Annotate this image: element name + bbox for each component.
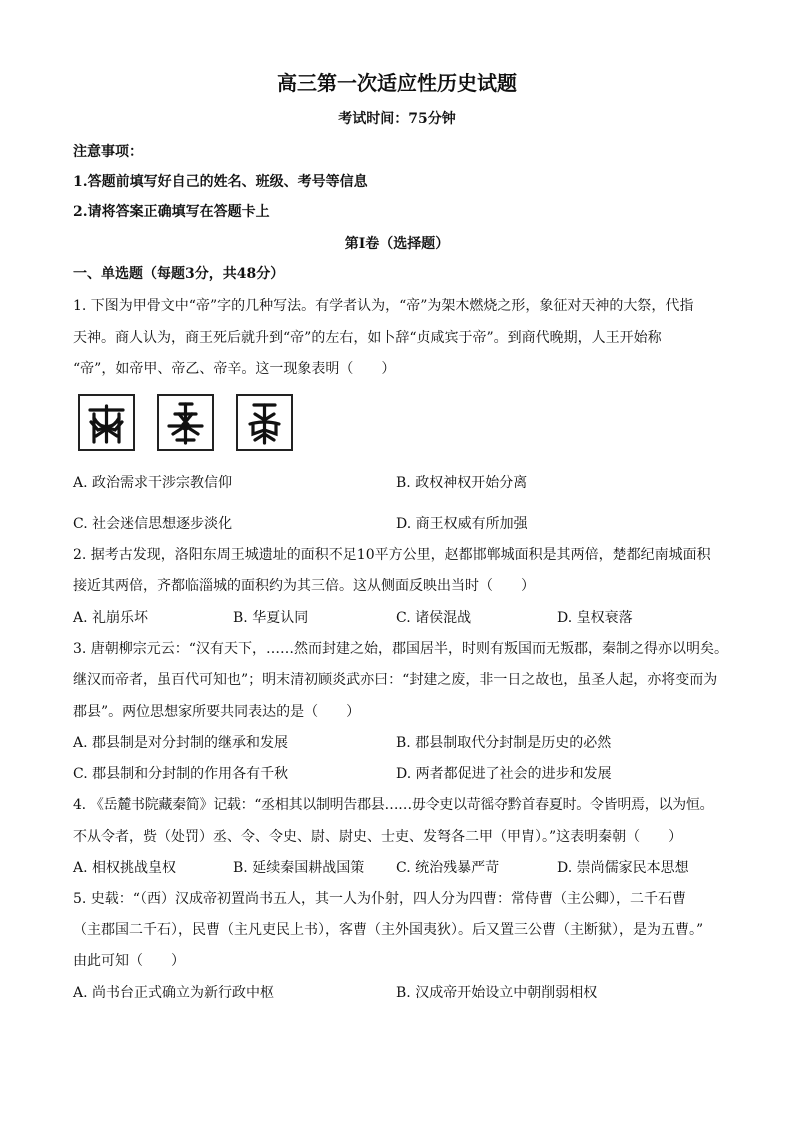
q1-option-c[interactable]: C. 社会迷信思想逐步淡化 bbox=[73, 516, 233, 532]
q2-option-b[interactable]: B. 华夏认同 bbox=[233, 610, 309, 626]
q1-line-2: 天神。商人认为，商王死后就升到“帝”的左右，如卜辞“贞咸宾于帝”。到商代晚期，人王开始称 bbox=[73, 330, 662, 346]
q5-option-b[interactable]: B. 汉成帝开始设立中朝削弱相权 bbox=[396, 985, 598, 1001]
q2-option-a[interactable]: A. 礼崩乐坏 bbox=[73, 610, 149, 626]
q4-line-1: 4. 《岳麓书院藏秦简》记载：“丞相其以制明告郡县……毋令吏以苛徭夺黔首春夏时。令皆明焉，以为恒。 bbox=[73, 797, 714, 813]
q1-option-a[interactable]: A. 政治需求干涉宗教信仰 bbox=[73, 475, 233, 491]
q4-option-b[interactable]: B. 延续秦国耕战国策 bbox=[233, 860, 365, 876]
exam-time: 考试时间：75分钟 bbox=[338, 111, 456, 127]
q3-option-a[interactable]: A. 郡县制是对分封制的继承和发展 bbox=[73, 735, 289, 751]
q4-line-2: 不从令者，赀（处罚）丞、令、令史、尉、尉史、士吏、发弩各二甲（甲胄）。”这表明秦朝（ ） bbox=[73, 829, 683, 845]
q1-option-d[interactable]: D. 商王权威有所加强 bbox=[396, 516, 528, 532]
oracle-di-glyph-1 bbox=[78, 394, 135, 451]
q2-option-d[interactable]: D. 皇权衰落 bbox=[557, 610, 633, 626]
q2-line-1: 2. 据考古发现，洛阳东周王城遗址的面积不足10平方公里，赵都邯郸城面积是其两倍，楚都纪南城面积 bbox=[73, 547, 711, 563]
q4-option-c[interactable]: C. 统治残暴严苛 bbox=[396, 860, 500, 876]
oracle-di-glyph-2 bbox=[157, 394, 214, 451]
q4-option-a[interactable]: A. 相权挑战皇权 bbox=[73, 860, 177, 876]
q2-option-c[interactable]: C. 诸侯混战 bbox=[396, 610, 472, 626]
q3-option-c[interactable]: C. 郡县制和分封制的作用各有千秋 bbox=[73, 766, 289, 782]
q4-option-d[interactable]: D. 崇尚儒家民本思想 bbox=[557, 860, 689, 876]
q3-line-3: 郡县”。两位思想家所要共同表达的是（ ） bbox=[73, 704, 361, 720]
part-heading: 一、单选题（每题3分，共48分） bbox=[73, 266, 285, 282]
q5-line-1: 5. 史载：“（西）汉成帝初置尚书五人，其一人为仆射，四人分为四曹：常侍曹（主公卿），二千石曹 bbox=[73, 891, 686, 907]
oracle-di-glyph-3 bbox=[236, 394, 293, 451]
q2-line-2: 接近其两倍，齐都临淄城的面积约为其三倍。这从侧面反映出当时（ ） bbox=[73, 578, 535, 594]
q3-option-d[interactable]: D. 两者都促进了社会的进步和发展 bbox=[396, 766, 612, 782]
q1-line-1: 1. 下图为甲骨文中“帝”字的几种写法。有学者认为，“帝”为架木燃烧之形，象征对天神的大祭，代指 bbox=[73, 298, 694, 314]
q5-line-2: （主郡国二千石），民曹（主凡吏民上书），客曹（主外国夷狄）。后又置三公曹（主断狱），是为五曹。” bbox=[73, 922, 704, 938]
notice-item-1: 1.答题前填写好自己的姓名、班级、考号等信息 bbox=[73, 174, 368, 190]
volume-heading: 第Ⅰ卷（选择题） bbox=[344, 236, 450, 252]
q3-line-1: 3. 唐朝柳宗元云：“汉有天下，……然而封建之始，郡国居半，时则有叛国而无叛郡，秦制之得亦以明矣。 bbox=[73, 641, 728, 657]
notice-item-2: 2.请将答案正确填写在答题卡上 bbox=[73, 204, 270, 220]
q5-line-3: 由此可知（ ） bbox=[73, 953, 185, 969]
q3-line-2: 继汉而帝者，虽百代可知也”；明末清初顾炎武亦曰：“封建之废，非一日之故也，虽圣人起，亦将变而为 bbox=[73, 672, 718, 688]
q1-line-3: “帝”，如帝甲、帝乙、帝辛。这一现象表明（ ） bbox=[73, 361, 396, 377]
q5-option-a[interactable]: A. 尚书台正式确立为新行政中枢 bbox=[73, 985, 275, 1001]
q3-option-b[interactable]: B. 郡县制取代分封制是历史的必然 bbox=[396, 735, 612, 751]
page-title: 高三第一次适应性历史试题 bbox=[277, 71, 517, 95]
notice-heading: 注意事项： bbox=[73, 144, 143, 160]
q1-option-b[interactable]: B. 政权神权开始分离 bbox=[396, 475, 528, 491]
